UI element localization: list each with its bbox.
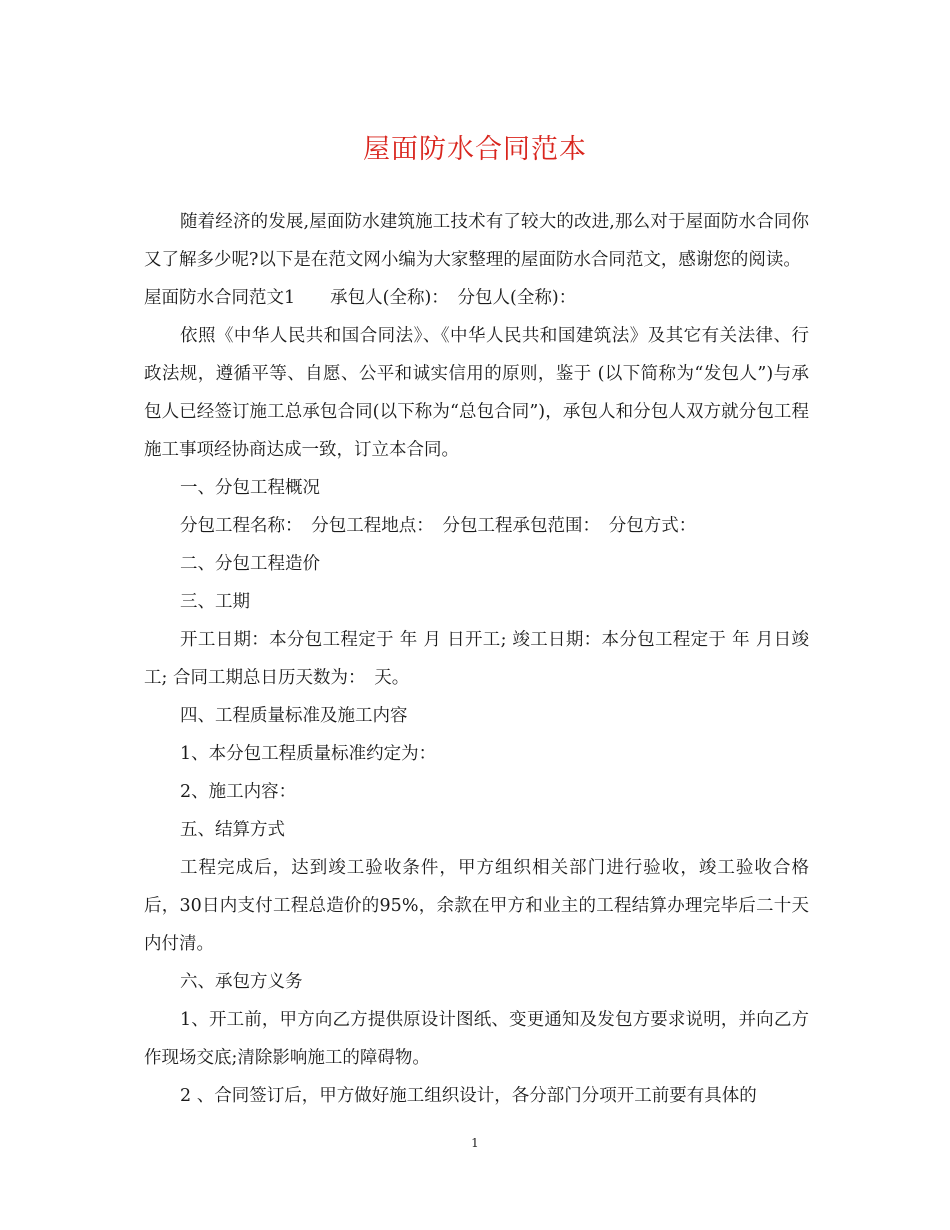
paragraph: 1、本分包工程质量标准约定为： [180, 744, 437, 764]
paragraph: 分包工程名称： 分包工程地点： 分包工程承包范围： 分包方式： [180, 516, 697, 536]
paragraph: 2 、合同签订后，甲方做好施工组织设计，各分部门分项开工前要有具体的 [180, 1086, 757, 1106]
paragraph: 依照《中华人民共和国合同法》、《中华人民共和国建筑法》及其它有关法律、行政法规，遵循平等、自愿、公平和诚实信用的原则，鉴于 (以下简称为“发包人”)与承包人已经签订施工总承包合同(以下称为“总包合同”)，承包人和分包人双方就分包工程施工事项经协商达成一致，订立本合同。 [144, 326, 809, 460]
document-body [144, 203, 809, 1115]
paragraph: 二、分包工程造价 [180, 554, 320, 574]
paragraph: 三、工期 [180, 592, 250, 612]
paragraph: 开工日期：本分包工程定于 年 月 日开工; 竣工日期：本分包工程定于 年 月日竣工; 合同工期总日历天数为： 天。 [144, 630, 809, 688]
paragraph: 六、承包方义务 [180, 972, 303, 992]
document-title: 屋面防水合同范本 [363, 134, 587, 165]
paragraph: 一、分包工程概况 [180, 478, 320, 498]
paragraph: 五、结算方式 [180, 820, 285, 840]
paragraph: 四、工程质量标准及施工内容 [180, 706, 408, 726]
paragraph: 1、开工前，甲方向乙方提供原设计图纸、变更通知及发包方要求说明，并向乙方作现场交底;清除影响施工的障碍物。 [144, 1010, 809, 1068]
paragraph: 工程完成后，达到竣工验收条件，甲方组织相关部门进行验收，竣工验收合格后，30日内支付工程总造价的95%，余款在甲方和业主的工程结算办理完毕后二十天内付清。 [144, 858, 809, 954]
paragraph: 2、施工内容： [180, 782, 297, 802]
paragraph: 屋面防水合同范文1 承包人(全称)： 分包人(全称)： [144, 288, 577, 308]
page-number: 1 [471, 1136, 479, 1150]
paragraph: 随着经济的发展,屋面防水建筑施工技术有了较大的改进,那么对于屋面防水合同你又了解多少呢?以下是在范文网小编为大家整理的屋面防水合同范文，感谢您的阅读。 [144, 212, 809, 270]
